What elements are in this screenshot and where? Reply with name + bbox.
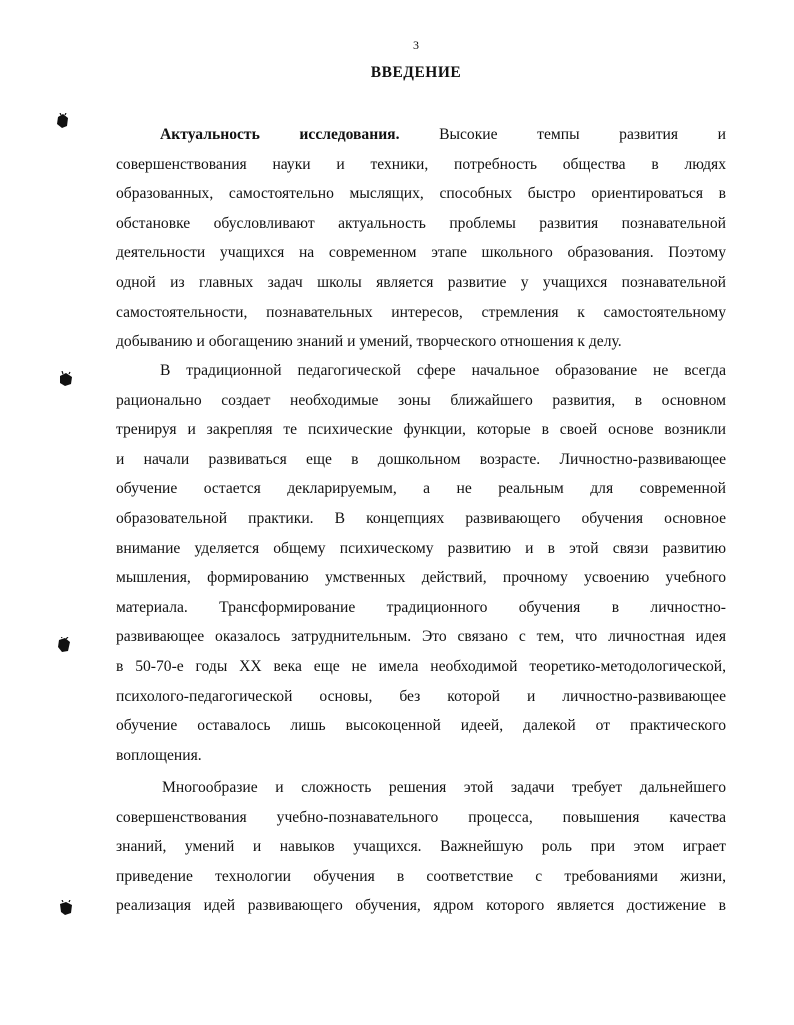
text-line: развивающее оказалось затруднительным. Это связано с тем, что личностная идея (116, 628, 726, 646)
page-title: ВВЕДЕНИЕ (370, 64, 462, 81)
text-line: воплощения. (116, 746, 202, 764)
text-line: знаний, умений и навыков учащихся. Важнейшую роль при этом играет (116, 838, 726, 856)
text-line: совершенствования учебно-познавательного процесса, повышения качества (116, 808, 726, 826)
text-line: внимание уделяется общему психическому развитию и в этой связи развитию (116, 539, 726, 557)
text-line: образованных, самостоятельно мыслящих, способных быстро ориентироваться в (116, 185, 726, 203)
margin-ink-mark (56, 637, 72, 653)
text-line: мышления, формированию умственных действий, прочному усвоению учебного (116, 569, 726, 587)
margin-ink-mark (58, 900, 74, 916)
text-line: обучение оставалось лишь высокоценной идеей, далекой от практического (116, 717, 726, 735)
text-line: и начали развиваться еще в дошкольном возрасте. Личностно-развивающее (116, 450, 726, 468)
text-line: приведение технологии обучения в соответствие с требованиями жизни, (116, 867, 726, 885)
text-line: реализация идей развивающего обучения, ядром которого является достижение в (116, 897, 726, 915)
text-line: Многообразие и сложность решения этой задачи требует дальнейшего (162, 779, 726, 796)
text-line: образовательной практики. В концепциях развивающего обучения основное (116, 509, 726, 527)
text-line: В традиционной педагогической сфере начальное образование не всегда (160, 362, 726, 379)
text-line: Актуальность исследования. Высокие темпы развития и (160, 126, 727, 143)
text-line: тренируя и закрепляя те психические функции, которые в своей основе возникли (116, 421, 726, 439)
text-line: в 50-70-е годы XX века еще не имела необходимой теоретико-методологической, (116, 657, 726, 675)
paragraph-traditional-education (116, 356, 726, 770)
text-line: обучение остается декларируемым, а не реальным для современной (116, 480, 726, 498)
text-line: деятельности учащихся на современном этапе школьного образования. Поэтому (116, 244, 726, 262)
text-line: одной из главных задач школы является развитие у учащихся познавательной (116, 273, 726, 291)
margin-ink-mark (58, 371, 74, 387)
page-number: 3 (413, 38, 419, 52)
paragraph-relevance (116, 120, 726, 357)
text-line: самостоятельности, познавательных интересов, стремления к самостоятельному (116, 303, 726, 321)
text-line: совершенствования науки и техники, потребность общества в людях (116, 155, 726, 173)
paragraph-diversity (116, 773, 726, 921)
margin-ink-mark (55, 113, 71, 129)
relevance-lead: Актуальность исследования. (160, 126, 400, 143)
text-line: добыванию и обогащению знаний и умений, творческого отношения к делу. (116, 333, 622, 351)
text-line: обстановке обусловливают актуальность проблемы развития познавательной (116, 214, 726, 232)
text-line: рационально создает необходимые зоны ближайшего развития, в основном (116, 391, 726, 409)
text-line: материала. Трансформирование традиционного обучения в личностно- (116, 598, 726, 616)
text-line: психолого-педагогической основы, без которой и личностно-развивающее (116, 687, 726, 705)
